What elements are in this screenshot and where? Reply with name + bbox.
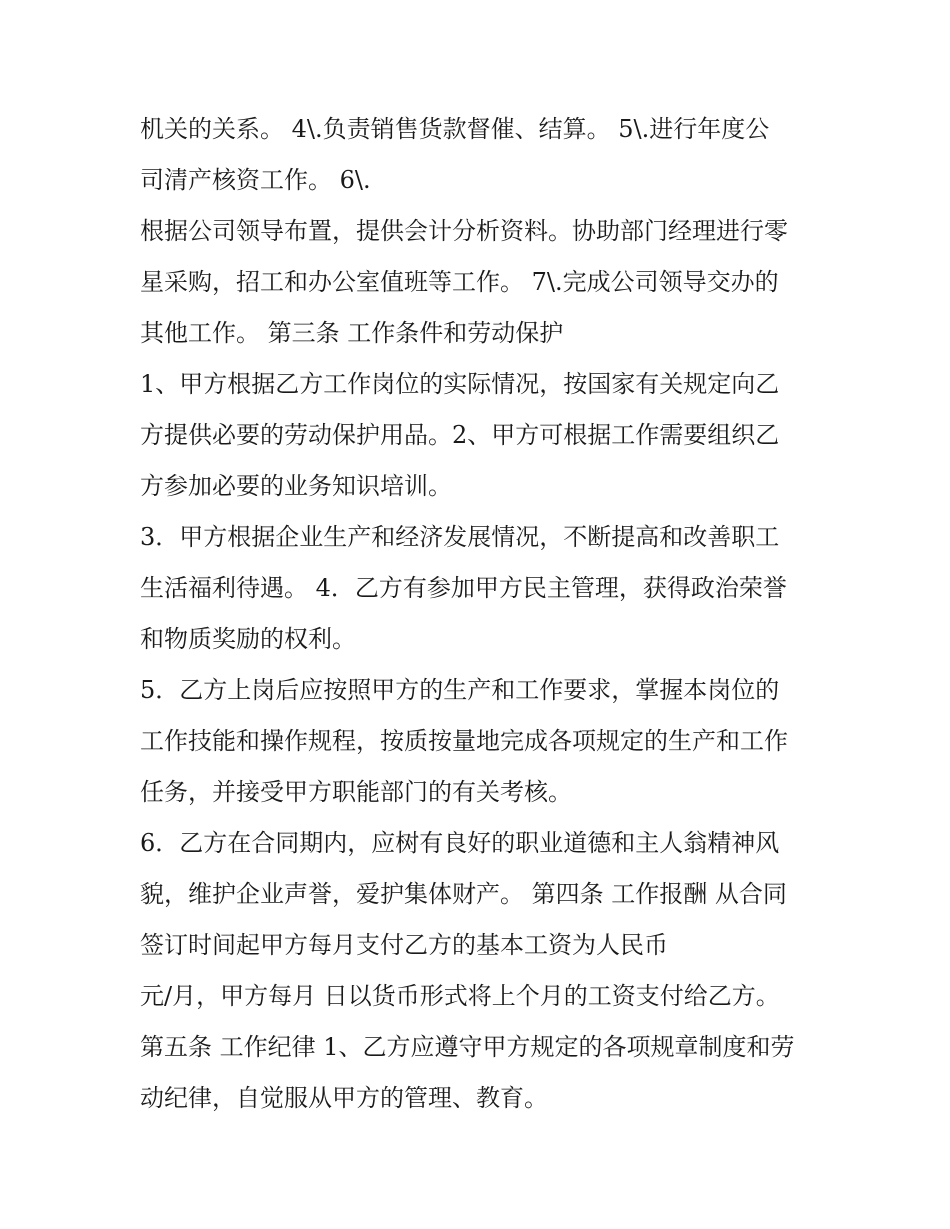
text-line: 司清产核资工作。 6\. <box>140 166 371 194</box>
text-line: 星采购，招工和办公室值班等工作。 7\.完成公司领导交办的 <box>140 268 779 296</box>
text-line: 签订时间起甲方每月支付乙方的基本工资为人民币 <box>140 931 668 959</box>
text-line: 工作技能和操作规程，按质按量地完成各项规定的生产和工作 <box>140 727 788 755</box>
text-line: 生活福利待遇。 4．乙方有参加甲方民主管理，获得政治荣誉 <box>140 574 787 602</box>
text-line: 方参加必要的业务知识培训。 <box>140 472 452 500</box>
text-line: 其他工作。 第三条 工作条件和劳动保护 <box>140 319 564 347</box>
text-line: 5．乙方上岗后应按照甲方的生产和工作要求，掌握本岗位的 <box>140 676 780 704</box>
text-line: 动纪律，自觉服从甲方的管理、教育。 <box>140 1084 548 1112</box>
document-body <box>140 104 820 1124</box>
text-line: 貌，维护企业声誉，爱护集体财产。 第四条 工作报酬 从合同 <box>140 880 787 908</box>
text-line: 机关的关系。 4\.负责销售货款督催、结算。 5\.进行年度公 <box>140 115 770 143</box>
text-line: 6．乙方在合同期内，应树有良好的职业道德和主人翁精神风 <box>140 829 780 857</box>
text-line: 和物质奖励的权利。 <box>140 625 356 653</box>
text-line: 元/月，甲方每月 日以货币形式将上个月的工资支付给乙方。 <box>140 982 780 1010</box>
text-line: 1、甲方根据乙方工作岗位的实际情况，按国家有关规定向乙 <box>140 370 780 398</box>
text-line: 第五条 工作纪律 1、乙方应遵守甲方规定的各项规章制度和劳 <box>140 1033 795 1061</box>
text-line: 根据公司领导布置，提供会计分析资料。协助部门经理进行零 <box>140 217 788 245</box>
text-line: 方提供必要的劳动保护用品。2、甲方可根据工作需要组织乙 <box>140 421 780 449</box>
text-line: 3．甲方根据企业生产和经济发展情况，不断提高和改善职工 <box>140 523 780 551</box>
text-line: 任务，并接受甲方职能部门的有关考核。 <box>140 778 572 806</box>
